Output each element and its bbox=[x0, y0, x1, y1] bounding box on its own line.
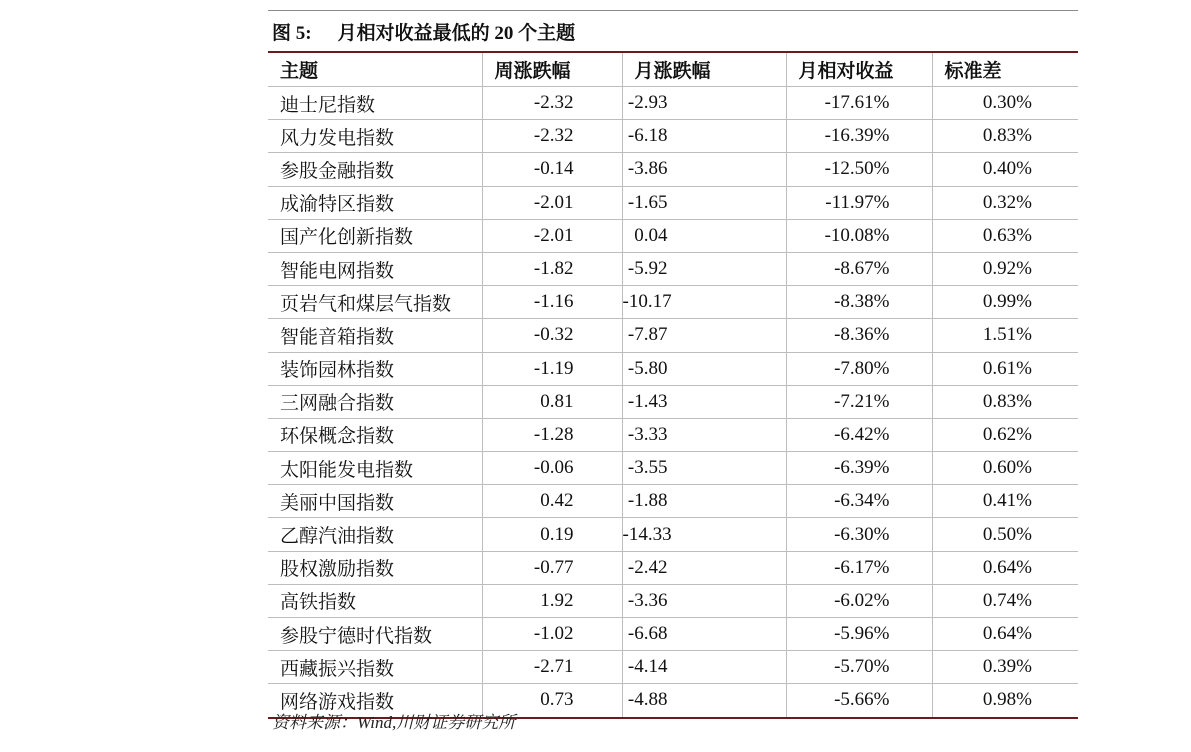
column-header: 标准差 bbox=[932, 53, 1078, 87]
weekly-change-cell: -0.14 bbox=[482, 153, 622, 186]
column-header: 月相对收益 bbox=[786, 53, 932, 87]
topic-cell: 页岩气和煤层气指数 bbox=[268, 286, 482, 319]
monthly-change-cell: -6.68 bbox=[622, 618, 786, 651]
monthly-change-cell: -6.18 bbox=[622, 120, 786, 153]
monthly-relative-return-cell: -6.39% bbox=[786, 452, 932, 485]
topic-cell: 乙醇汽油指数 bbox=[268, 518, 482, 551]
weekly-change-cell: -2.01 bbox=[482, 219, 622, 252]
source-note: 资料来源：Wind,川财证券研究所 bbox=[272, 713, 516, 732]
weekly-change-cell: -1.82 bbox=[482, 252, 622, 285]
topic-cell: 国产化创新指数 bbox=[268, 219, 482, 252]
monthly-relative-return-cell: -10.08% bbox=[786, 219, 932, 252]
std-dev-cell: 0.74% bbox=[932, 584, 1078, 617]
topic-cell: 环保概念指数 bbox=[268, 418, 482, 451]
monthly-change-cell: -3.86 bbox=[622, 153, 786, 186]
figure-label: 图 5: bbox=[272, 22, 312, 44]
std-dev-cell: 0.92% bbox=[932, 252, 1078, 285]
monthly-relative-return-cell: -7.21% bbox=[786, 385, 932, 418]
monthly-change-cell: -14.33 bbox=[622, 518, 786, 551]
table-row bbox=[268, 286, 1078, 319]
std-dev-cell: 0.39% bbox=[932, 651, 1078, 684]
table-body bbox=[268, 87, 1078, 718]
topic-cell: 高铁指数 bbox=[268, 584, 482, 617]
table-row bbox=[268, 551, 1078, 584]
monthly-relative-return-cell: -8.36% bbox=[786, 319, 932, 352]
monthly-change-cell: -2.42 bbox=[622, 551, 786, 584]
std-dev-cell: 0.30% bbox=[932, 87, 1078, 120]
weekly-change-cell: -2.01 bbox=[482, 186, 622, 219]
weekly-change-cell: -2.32 bbox=[482, 87, 622, 120]
weekly-change-cell: -1.02 bbox=[482, 618, 622, 651]
topic-cell: 智能电网指数 bbox=[268, 252, 482, 285]
table-row bbox=[268, 219, 1078, 252]
std-dev-cell: 0.32% bbox=[932, 186, 1078, 219]
monthly-change-cell: -3.33 bbox=[622, 418, 786, 451]
monthly-change-cell: -3.36 bbox=[622, 584, 786, 617]
monthly-change-cell: -10.17 bbox=[622, 286, 786, 319]
topic-cell: 太阳能发电指数 bbox=[268, 452, 482, 485]
monthly-change-cell: -4.14 bbox=[622, 651, 786, 684]
table-row bbox=[268, 418, 1078, 451]
monthly-change-cell: -2.93 bbox=[622, 87, 786, 120]
weekly-change-cell: -1.28 bbox=[482, 418, 622, 451]
table-row bbox=[268, 352, 1078, 385]
weekly-change-cell: 0.19 bbox=[482, 518, 622, 551]
table-row bbox=[268, 319, 1078, 352]
monthly-relative-return-cell: -11.97% bbox=[786, 186, 932, 219]
std-dev-cell: 0.98% bbox=[932, 684, 1078, 718]
std-dev-cell: 0.64% bbox=[932, 618, 1078, 651]
std-dev-cell: 0.50% bbox=[932, 518, 1078, 551]
weekly-change-cell: -2.71 bbox=[482, 651, 622, 684]
monthly-relative-return-cell: -17.61% bbox=[786, 87, 932, 120]
std-dev-cell: 0.61% bbox=[932, 352, 1078, 385]
monthly-relative-return-cell: -7.80% bbox=[786, 352, 932, 385]
std-dev-cell: 0.83% bbox=[932, 120, 1078, 153]
table-row bbox=[268, 485, 1078, 518]
monthly-change-cell: -3.55 bbox=[622, 452, 786, 485]
std-dev-cell: 0.99% bbox=[932, 286, 1078, 319]
monthly-change-cell: -1.43 bbox=[622, 385, 786, 418]
monthly-relative-return-cell: -6.17% bbox=[786, 551, 932, 584]
std-dev-cell: 0.83% bbox=[932, 385, 1078, 418]
monthly-relative-return-cell: -5.96% bbox=[786, 618, 932, 651]
monthly-relative-return-cell: -5.66% bbox=[786, 684, 932, 718]
monthly-change-cell: -5.80 bbox=[622, 352, 786, 385]
table-row bbox=[268, 153, 1078, 186]
topic-cell: 迪士尼指数 bbox=[268, 87, 482, 120]
topic-cell: 网络游戏指数 bbox=[268, 684, 482, 718]
monthly-relative-return-cell: -6.30% bbox=[786, 518, 932, 551]
weekly-change-cell: -0.06 bbox=[482, 452, 622, 485]
column-header: 月涨跌幅 bbox=[622, 53, 786, 87]
table-row bbox=[268, 385, 1078, 418]
topic-cell: 智能音箱指数 bbox=[268, 319, 482, 352]
topic-cell: 西藏振兴指数 bbox=[268, 651, 482, 684]
std-dev-cell: 0.62% bbox=[932, 418, 1078, 451]
weekly-change-cell: -1.19 bbox=[482, 352, 622, 385]
table-row bbox=[268, 452, 1078, 485]
topic-cell: 美丽中国指数 bbox=[268, 485, 482, 518]
topic-cell: 三网融合指数 bbox=[268, 385, 482, 418]
monthly-relative-return-cell: -8.38% bbox=[786, 286, 932, 319]
topics-table bbox=[268, 53, 1078, 719]
weekly-change-cell: 0.73 bbox=[482, 684, 622, 718]
table-row bbox=[268, 186, 1078, 219]
table-row bbox=[268, 651, 1078, 684]
weekly-change-cell: -0.77 bbox=[482, 551, 622, 584]
monthly-change-cell: -4.88 bbox=[622, 684, 786, 718]
monthly-relative-return-cell: -12.50% bbox=[786, 153, 932, 186]
weekly-change-cell: 0.81 bbox=[482, 385, 622, 418]
table-row bbox=[268, 618, 1078, 651]
weekly-change-cell: -0.32 bbox=[482, 319, 622, 352]
monthly-relative-return-cell: -8.67% bbox=[786, 252, 932, 285]
std-dev-cell: 0.60% bbox=[932, 452, 1078, 485]
figure-frame bbox=[268, 10, 1078, 719]
monthly-relative-return-cell: -16.39% bbox=[786, 120, 932, 153]
topic-cell: 参股金融指数 bbox=[268, 153, 482, 186]
monthly-change-cell: -1.65 bbox=[622, 186, 786, 219]
table-row bbox=[268, 120, 1078, 153]
monthly-relative-return-cell: -6.42% bbox=[786, 418, 932, 451]
figure-title bbox=[268, 11, 1078, 51]
monthly-change-cell: -5.92 bbox=[622, 252, 786, 285]
topic-cell: 装饰园林指数 bbox=[268, 352, 482, 385]
monthly-change-cell: 0.04 bbox=[622, 219, 786, 252]
std-dev-cell: 0.41% bbox=[932, 485, 1078, 518]
column-header: 主题 bbox=[268, 53, 482, 87]
table-row bbox=[268, 584, 1078, 617]
table-row bbox=[268, 518, 1078, 551]
topic-cell: 成渝特区指数 bbox=[268, 186, 482, 219]
topic-cell: 股权激励指数 bbox=[268, 551, 482, 584]
weekly-change-cell: -1.16 bbox=[482, 286, 622, 319]
monthly-change-cell: -7.87 bbox=[622, 319, 786, 352]
header-row bbox=[268, 53, 1078, 87]
monthly-relative-return-cell: -6.34% bbox=[786, 485, 932, 518]
figure-title-text: 月相对收益最低的 20 个主题 bbox=[337, 22, 576, 44]
column-header: 周涨跌幅 bbox=[482, 53, 622, 87]
weekly-change-cell: 0.42 bbox=[482, 485, 622, 518]
monthly-relative-return-cell: -5.70% bbox=[786, 651, 932, 684]
table-row bbox=[268, 87, 1078, 120]
std-dev-cell: 1.51% bbox=[932, 319, 1078, 352]
std-dev-cell: 0.63% bbox=[932, 219, 1078, 252]
monthly-change-cell: -1.88 bbox=[622, 485, 786, 518]
topic-cell: 风力发电指数 bbox=[268, 120, 482, 153]
weekly-change-cell: -2.32 bbox=[482, 120, 622, 153]
std-dev-cell: 0.64% bbox=[932, 551, 1078, 584]
std-dev-cell: 0.40% bbox=[932, 153, 1078, 186]
weekly-change-cell: 1.92 bbox=[482, 584, 622, 617]
topic-cell: 参股宁德时代指数 bbox=[268, 618, 482, 651]
table-row bbox=[268, 252, 1078, 285]
monthly-relative-return-cell: -6.02% bbox=[786, 584, 932, 617]
